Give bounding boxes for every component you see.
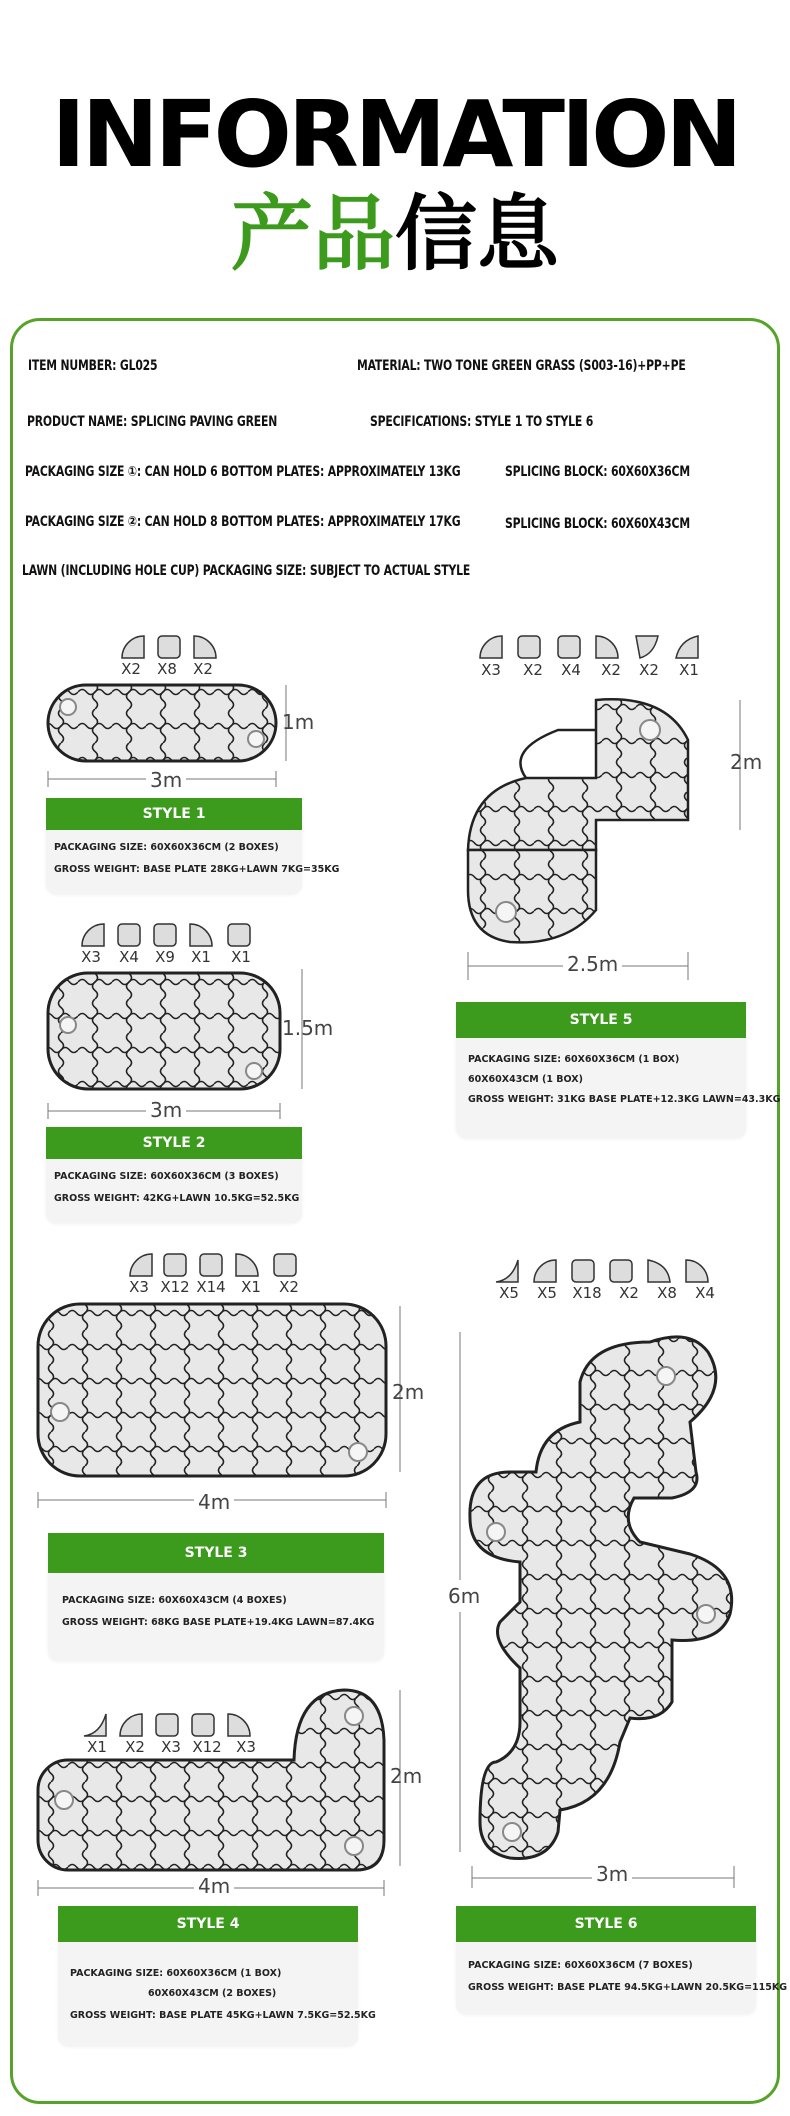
- product-name: PRODUCT NAME: SPLICING PAVING GREEN: [27, 414, 278, 430]
- style1-height: 1m: [282, 710, 315, 734]
- count-4: X1: [241, 1278, 261, 1296]
- style6-height: 6m: [448, 1580, 480, 1612]
- style5-card: [456, 1002, 781, 1138]
- count-3: X4: [561, 661, 581, 679]
- item-number: ITEM NUMBER: GL025: [28, 358, 158, 374]
- style3-line1: PACKAGING SIZE: 60X60X43CM (4 BOXES): [62, 1595, 287, 1606]
- style1-title: STYLE 1: [46, 798, 302, 830]
- count-1: X3: [81, 948, 101, 966]
- style2-piece-icons: [78, 920, 278, 950]
- count-4: X2: [619, 1284, 639, 1302]
- style3-height: 2m: [392, 1380, 425, 1404]
- style5-line3: GROSS WEIGHT: 31KG BASE PLATE+12.3KG LAWN=43.3KG: [468, 1094, 781, 1105]
- style5-width: 2.5m: [563, 952, 622, 976]
- style5-height: 2m: [730, 750, 763, 774]
- count-3: X18: [572, 1284, 602, 1302]
- style3-card: [48, 1533, 384, 1661]
- count-3: X2: [193, 660, 213, 678]
- style6-line2: GROSS WEIGHT: BASE PLATE 94.5KG+LAWN 20.5KG=115KG: [468, 1982, 788, 1993]
- count-1: X3: [129, 1278, 149, 1296]
- style2-height: 1.5m: [282, 1016, 334, 1040]
- style1-width: 3m: [146, 768, 186, 792]
- count-3: X3: [161, 1738, 181, 1756]
- count-6: X1: [679, 661, 699, 679]
- splicing-block-2: SPLICING BLOCK: 60X60X43CM: [505, 516, 690, 532]
- style6-shape: [440, 1322, 760, 1882]
- style1-card: [46, 798, 340, 894]
- style4-title: STYLE 4: [58, 1906, 358, 1942]
- style6-card: [456, 1906, 788, 2014]
- count-5: X2: [279, 1278, 299, 1296]
- piece-icons: [118, 632, 228, 660]
- count-1: X3: [481, 661, 501, 679]
- count-5: X1: [231, 948, 251, 966]
- count-4: X1: [191, 948, 211, 966]
- count-4: X2: [601, 661, 621, 679]
- style3-line2: GROSS WEIGHT: 68KG BASE PLATE+19.4KG LAWN=87.4KG: [62, 1617, 375, 1628]
- style4-height: 2m: [390, 1764, 423, 1788]
- style5-title: STYLE 5: [456, 1002, 746, 1038]
- subtitle-green: 产品: [230, 187, 395, 282]
- splicing-block-1: SPLICING BLOCK: 60X60X36CM: [505, 464, 690, 480]
- style2-line2: GROSS WEIGHT: 42KG+LAWN 10.5KG=52.5KG: [54, 1193, 300, 1204]
- style2-title: STYLE 2: [46, 1127, 302, 1159]
- style6-width: 3m: [592, 1862, 632, 1886]
- style3-width: 4m: [194, 1490, 234, 1514]
- count-2: X2: [523, 661, 543, 679]
- style1-line1: PACKAGING SIZE: 60X60X36CM (2 BOXES): [54, 842, 279, 853]
- style2-line1: PACKAGING SIZE: 60X60X36CM (3 BOXES): [54, 1171, 279, 1182]
- page-subtitle: [0, 187, 790, 282]
- style2-card: [46, 1127, 302, 1223]
- style5-line2: 60X60X43CM (1 BOX): [468, 1074, 583, 1085]
- lawn-packaging: LAWN (INCLUDING HOLE CUP) PACKAGING SIZE: SUBJECT TO ACTUAL STYLE: [22, 563, 471, 579]
- count-4: X12: [192, 1738, 222, 1756]
- style4-card: [58, 1906, 376, 2046]
- style2-width: 3m: [146, 1098, 186, 1122]
- style6-piece-icons: [492, 1256, 732, 1286]
- style6-line1: PACKAGING SIZE: 60X60X36CM (7 BOXES): [468, 1960, 693, 1971]
- specifications: SPECIFICATIONS: STYLE 1 TO STYLE 6: [370, 414, 594, 430]
- count-2: X5: [537, 1284, 557, 1302]
- material: MATERIAL: TWO TONE GREEN GRASS (S003-16)+PP+PE: [357, 358, 686, 374]
- count-3: X14: [196, 1278, 226, 1296]
- page-title: INFORMATION: [51, 81, 739, 188]
- style6-title: STYLE 6: [456, 1906, 756, 1942]
- style5-piece-icons: [476, 632, 716, 662]
- style3-piece-icons: [126, 1250, 326, 1280]
- style4-width: 4m: [194, 1874, 234, 1898]
- count-3: X9: [155, 948, 175, 966]
- count-2: X2: [125, 1738, 145, 1756]
- count-2: X12: [160, 1278, 190, 1296]
- subtitle-black: 信息: [395, 187, 560, 282]
- count-5: X8: [657, 1284, 677, 1302]
- style5-line1: PACKAGING SIZE: 60X60X36CM (1 BOX): [468, 1054, 680, 1065]
- count-1: X5: [499, 1284, 519, 1302]
- count-1: X1: [87, 1738, 107, 1756]
- style4-line2: 60X60X43CM (2 BOXES): [148, 1988, 277, 1999]
- style4-line1: PACKAGING SIZE: 60X60X36CM (1 BOX): [70, 1968, 282, 1979]
- count-2: X4: [119, 948, 139, 966]
- style4-line3: GROSS WEIGHT: BASE PLATE 45KG+LAWN 7.5KG=52.5KG: [70, 2010, 376, 2021]
- count-5: X3: [236, 1738, 256, 1756]
- count-5: X2: [639, 661, 659, 679]
- packaging-size-2: PACKAGING SIZE ②: CAN HOLD 8 BOTTOM PLATES: APPROXIMATELY 17KG: [25, 514, 461, 530]
- style1-line2: GROSS WEIGHT: BASE PLATE 28KG+LAWN 7KG=35KG: [54, 864, 340, 875]
- packaging-size-1: PACKAGING SIZE ①: CAN HOLD 6 BOTTOM PLATES: APPROXIMATELY 13KG: [25, 464, 461, 480]
- count-2: X8: [157, 660, 177, 678]
- count-1: X2: [121, 660, 141, 678]
- style2-shape: [44, 965, 334, 1145]
- style5-shape: [466, 690, 766, 990]
- style3-title: STYLE 3: [48, 1533, 384, 1573]
- count-6: X4: [695, 1284, 715, 1302]
